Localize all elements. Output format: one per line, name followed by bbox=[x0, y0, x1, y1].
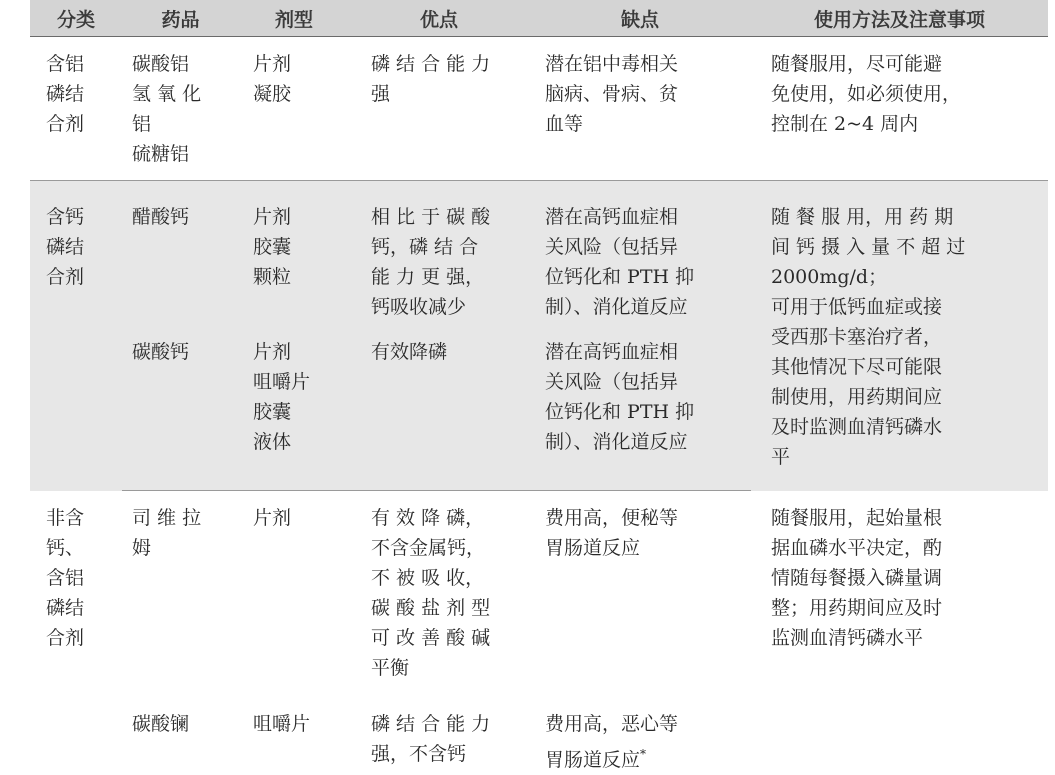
form-cell bbox=[239, 705, 349, 775]
pros-line: 钙吸收减少 bbox=[371, 296, 467, 318]
usage-line: 及时监测血清钙磷水 bbox=[771, 416, 943, 438]
cons-text: 胃肠道反应 bbox=[545, 748, 641, 771]
pros-line: 有 效 降 磷， bbox=[371, 507, 485, 529]
cons-line: 位钙化和 PTH 抑 bbox=[545, 266, 695, 288]
usage-line: 控制在 2~4 周内 bbox=[771, 113, 919, 135]
drug-line: 碳酸镧 bbox=[132, 712, 190, 735]
cons-line: 关风险（包括异 bbox=[545, 370, 679, 393]
pros-cell bbox=[349, 491, 529, 705]
cons-line bbox=[545, 739, 741, 775]
usage-line: 情随每餐摄入磷量调 bbox=[771, 566, 943, 589]
pros-line: 不 被 吸 收， bbox=[371, 567, 485, 589]
category-line: 磷结 bbox=[46, 236, 85, 258]
pros-line: 可 改 善 酸 碱 bbox=[371, 627, 491, 649]
drug-line: 碳酸铝 bbox=[132, 53, 190, 75]
category-line: 磷结 bbox=[46, 596, 85, 619]
category-cell bbox=[30, 491, 122, 775]
form-line: 胶囊 bbox=[253, 236, 292, 258]
pros-line: 能 力 更 强， bbox=[371, 266, 485, 288]
table-row-aluminum bbox=[30, 37, 1048, 181]
usage-cell bbox=[751, 37, 1048, 181]
cons-cell bbox=[529, 491, 751, 705]
pros-line: 强 bbox=[371, 83, 391, 105]
usage-line: 可用于低钙血症或接 bbox=[771, 296, 943, 318]
table-row-sevelamer bbox=[30, 491, 1048, 705]
form-cell bbox=[239, 491, 349, 705]
category-line: 含铝 bbox=[46, 53, 85, 75]
drug-line: 醋酸钙 bbox=[132, 206, 190, 228]
category-line: 合剂 bbox=[46, 113, 85, 135]
drug-line: 碳酸钙 bbox=[132, 340, 190, 363]
pros-cell bbox=[349, 37, 529, 181]
form-line: 片剂 bbox=[253, 340, 292, 363]
usage-line: 制使用，用药期间应 bbox=[771, 386, 943, 408]
cons-line: 费用高，便秘等 bbox=[545, 507, 679, 529]
pros-cell bbox=[349, 333, 529, 491]
form-line: 咀嚼片 bbox=[253, 712, 311, 735]
usage-cell bbox=[751, 491, 1048, 705]
drug-cell bbox=[122, 491, 239, 705]
category-line: 非含 bbox=[46, 506, 85, 529]
pros-line: 有效降磷 bbox=[371, 340, 448, 363]
header-drug: 药品 bbox=[122, 0, 239, 37]
usage-cell bbox=[751, 705, 1048, 775]
pros-cell bbox=[349, 705, 529, 775]
usage-line: 据血磷水平决定，酌 bbox=[771, 536, 943, 559]
usage-line: 随餐服用，起始量根 bbox=[771, 506, 943, 529]
usage-line: 免使用，如必须使用， bbox=[771, 83, 962, 105]
cons-line: 关风险（包括异 bbox=[545, 236, 679, 258]
form-line: 片剂 bbox=[253, 507, 292, 529]
usage-line: 整；用药期间应及时 bbox=[771, 596, 943, 619]
usage-cell bbox=[751, 181, 1048, 491]
category-line: 合剂 bbox=[46, 266, 85, 288]
category-cell bbox=[30, 181, 122, 491]
usage-line: 其他情况下尽可能限 bbox=[771, 356, 943, 378]
pros-line: 磷 结 合 能 力 bbox=[371, 53, 491, 75]
cons-line: 位钙化和 PTH 抑 bbox=[545, 400, 695, 423]
pros-line: 平衡 bbox=[371, 657, 410, 679]
table-header bbox=[30, 0, 1048, 37]
header-form: 剂型 bbox=[239, 0, 349, 37]
pros-cell bbox=[349, 181, 529, 333]
cons-cell bbox=[529, 333, 751, 491]
cons-line: 费用高，恶心等 bbox=[545, 712, 679, 735]
cons-line: 制）、消化道反应 bbox=[545, 430, 688, 453]
drug-line: 铝 bbox=[132, 113, 152, 135]
category-line: 钙、 bbox=[46, 536, 85, 559]
cons-line: 胃肠道反应 bbox=[545, 537, 641, 559]
form-cell bbox=[239, 37, 349, 181]
usage-line: 随餐服用，尽可能避 bbox=[771, 53, 943, 75]
cons-cell bbox=[529, 181, 751, 333]
form-line: 咀嚼片 bbox=[253, 370, 311, 393]
usage-line: 监测血清钙磷水平 bbox=[771, 626, 924, 649]
drug-line: 司 维 拉 bbox=[132, 507, 202, 529]
table-row-calcium-acetate bbox=[30, 181, 1048, 333]
cons-line: 潜在高钙血症相 bbox=[545, 340, 679, 363]
category-line: 磷结 bbox=[46, 83, 85, 105]
header-cons: 缺点 bbox=[529, 0, 751, 37]
drug-cell bbox=[122, 333, 239, 491]
cons-line: 制）、消化道反应 bbox=[545, 296, 688, 318]
usage-line: 随 餐 服 用，用 药 期 bbox=[771, 206, 954, 228]
form-line: 胶囊 bbox=[253, 400, 292, 423]
cons-line: 脑病、骨病、贫 bbox=[545, 83, 679, 105]
form-line: 片剂 bbox=[253, 53, 292, 75]
form-line: 颗粒 bbox=[253, 266, 292, 288]
usage-line: 间 钙 摄 入 量 不 超 过 bbox=[771, 236, 966, 258]
pros-line: 相 比 于 碳 酸 bbox=[371, 206, 491, 228]
pros-line: 强，不含钙 bbox=[371, 742, 467, 765]
category-line: 合剂 bbox=[46, 626, 85, 649]
form-line: 片剂 bbox=[253, 206, 292, 228]
table-row-lanthanum bbox=[30, 705, 1048, 775]
drug-line: 姆 bbox=[132, 537, 152, 559]
drug-line: 硫糖铝 bbox=[132, 143, 190, 165]
footnote-marker: * bbox=[640, 746, 647, 761]
pros-line: 钙，磷 结 合 bbox=[371, 236, 479, 258]
pros-line: 不含金属钙， bbox=[371, 537, 486, 559]
phosphate-binder-table bbox=[30, 0, 1048, 775]
form-cell bbox=[239, 333, 349, 491]
drug-cell bbox=[122, 705, 239, 775]
usage-line: 2000mg/d； bbox=[771, 266, 888, 288]
pros-line: 碳 酸 盐 剂 型 bbox=[371, 597, 491, 619]
cons-line: 血等 bbox=[545, 113, 584, 135]
cons-cell bbox=[529, 37, 751, 181]
form-cell bbox=[239, 181, 349, 333]
drug-table-page bbox=[30, 0, 1048, 771]
category-line: 含铝 bbox=[46, 566, 85, 589]
pros-line: 磷 结 合 能 力 bbox=[371, 712, 491, 735]
drug-line: 氢 氧 化 bbox=[132, 83, 202, 105]
drug-cell bbox=[122, 181, 239, 333]
form-line: 凝胶 bbox=[253, 83, 292, 105]
form-line: 液体 bbox=[253, 430, 292, 453]
cons-line: 潜在铝中毒相关 bbox=[545, 53, 679, 75]
header-pros: 优点 bbox=[349, 0, 529, 37]
category-cell bbox=[30, 37, 122, 181]
cons-line: 潜在高钙血症相 bbox=[545, 206, 679, 228]
header-category: 分类 bbox=[30, 0, 122, 37]
cons-cell bbox=[529, 705, 751, 775]
drug-cell bbox=[122, 37, 239, 181]
usage-line: 平 bbox=[771, 446, 791, 468]
category-line: 含钙 bbox=[46, 206, 85, 228]
usage-line: 受西那卡塞治疗者， bbox=[771, 326, 943, 348]
header-usage: 使用方法及注意事项 bbox=[751, 0, 1048, 37]
